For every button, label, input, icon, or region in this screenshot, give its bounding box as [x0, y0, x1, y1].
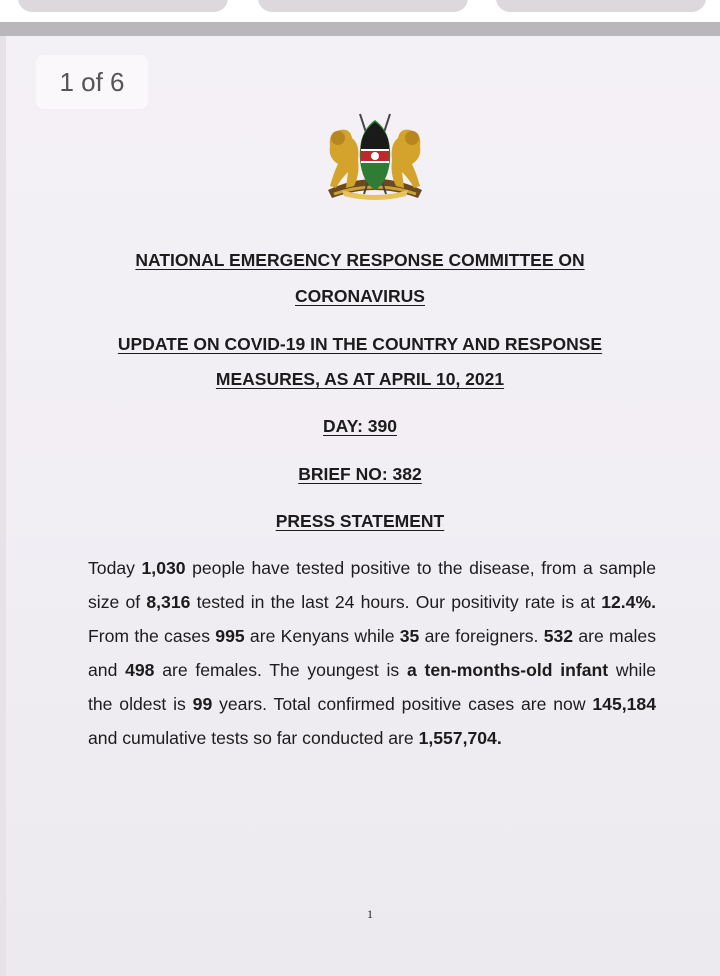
top-bar [0, 0, 720, 22]
thumbnail-tab[interactable] [18, 0, 228, 12]
page-separator [0, 22, 720, 36]
statement-paragraph: Today 1,030 people have tested positive to the disease, from a sample size of 8,316 tested in the last 24 hours. Our positivity rate is at 12.4%. From the cases 995 are Kenyans while 35 are foreigners. 532 are males and 498 are females. The youngest is a ten-months-old infant while the oldest is 99 years. Total confirmed positive cases are now 145,184 and cumulative tests so far conducted are 1,557,704. [88, 558, 657, 748]
coat-of-arms-emblem [320, 110, 430, 202]
document-heading-line-1: NATIONAL EMERGENCY RESPONSE COMMITTEE ON [135, 250, 585, 270]
brief-number-label: BRIEF NO: 382 [298, 464, 422, 484]
thumbnail-tab[interactable] [258, 0, 468, 12]
page-counter: 1 of 6 [36, 55, 148, 109]
document-subheading-line-2: MEASURES, AS AT APRIL 10, 2021 [215, 369, 505, 389]
day-label: DAY: 390 [323, 416, 397, 436]
document-heading-line-2: CORONAVIRUS [295, 286, 425, 306]
page-number: 1 [367, 907, 373, 921]
press-statement-label: PRESS STATEMENT [275, 511, 445, 531]
thumbnail-tab[interactable] [496, 0, 706, 12]
document-subheading-line-1: UPDATE ON COVID-19 IN THE COUNTRY AND RESPONSE [117, 334, 603, 354]
